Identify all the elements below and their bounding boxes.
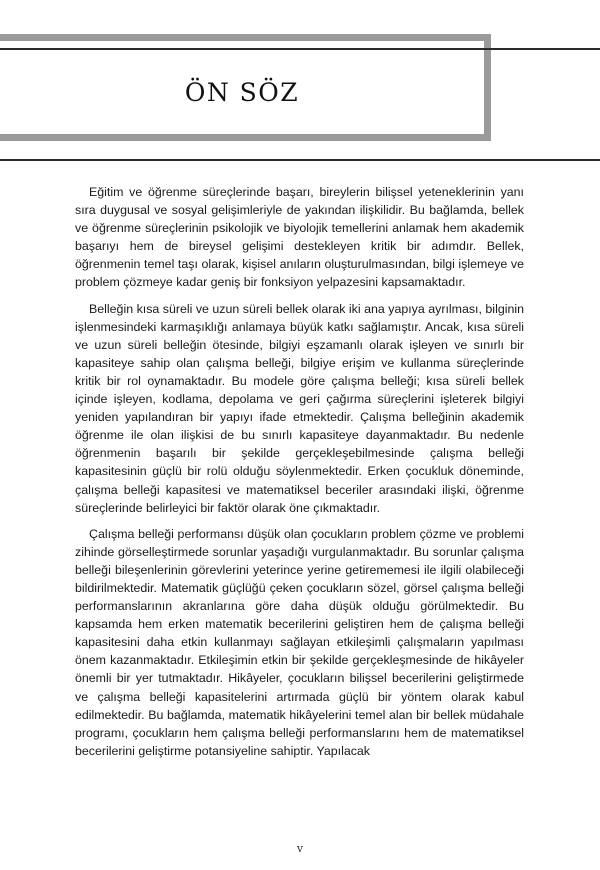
- page-title: ÖN SÖZ: [184, 78, 300, 107]
- paragraph-1: Eğitim ve öğrenme süreçlerinde başarı, bireylerin bilişsel yeteneklerinin yanı sıra duygusal ve sosyal gelişimleriyle de yakından ilişkilidir. Bu bağlamda, bellek ve öğrenme süreçlerinin psikolojik ve biyolojik temellerini anlamak hem akademik başarıyı hem de bireysel gelişimi destekleyen kritik bir adımdır. Bellek, öğrenmenin temel taşı olarak, kişisel anıların oluşturulmasından, bilgi işlemeye ve problem çözmeye kadar geniş bir fonksiyon yelpazesini kapsamaktadır.: [75, 185, 524, 290]
- body-text: [75, 183, 524, 768]
- paragraph-2: Belleğin kısa süreli ve uzun süreli bellek olarak iki ana yapıya ayrılması, bilginin işlenmesindeki karmaşıklığı anlamaya büyük katkı sağlamıştır. Ancak, kısa süreli ve uzun süreli belleğin ötesinde, bilgiyi eşzamanlı olarak işleyen ve sınırlı bir kapasiteye sahip olan çalışma belleği, bilgiye erişim ve kullanma süreçlerinde kritik bir rol oynamaktadır. Bu modele göre çalışma belleği; kısa süreli bellek içinde işleyen, kodlama, depolama ve geri çağırma süreçlerini işleterek bilgiyi yeniden yapılandıran bir yapıyı ifade etmektedir. Çalışma belleğinin akademik öğrenme ile olan ilişkisi de bu sınırlı kapasiteye dayanmaktadır. Bu nedenle öğrenmenin başarılı bir şekilde gerçekleşebilmesinde çalışma belleği kapasitesinin güçlü bir rolü olduğu söylenmektedir. Erken çocukluk döneminde, çalışma belleği kapasitesi ve matematiksel beceriler arasındaki ilişki, öğrenme süreçlerinde belirleyici bir faktör olarak öne çıkmaktadır.: [75, 301, 524, 515]
- page-number: v: [296, 842, 304, 855]
- paragraph-3: Çalışma belleği performansı düşük olan çocukların problem çözme ve problemi zihinde görselleştirmede sorunlar yaşadığı vurgulanmaktadır. Bu sorunlar çalışma belleği bileşenlerinin görevlerini yeterince yerine getirememesi ile ilgili olabileceği bildirilmektedir. Matematik güçlüğü çeken çocukların sözel, görsel çalışma belleği performanslarının akranlarına göre daha düşük olduğu görülmektedir. Bu kapsamda hem erken matematik becerilerini geliştiren hem de çalışma belleği kapasitesini daha etkin kullanmayı sağlayan etkileşimli çalışmaların yapılması önem kazanmaktadır. Etkileşimin etkin bir şekilde gerçekleşmesinde de hikâyeler önemli bir yer tutmaktadır. Hikâyeler, çocukların bilişsel becerilerini geliştirmede ve çalışma belleği kapasitelerini artırmada güçlü bir yöntem olarak kabul edilmektedir. Bu bağlamda, matematik hikâyelerini temel alan bir bellek müdahale programı, çocukların hem çalışma belleği performanslarını hem de matematiksel becerilerini geliştirme potansiyeline sahiptir. Yapılacak: [75, 526, 524, 758]
